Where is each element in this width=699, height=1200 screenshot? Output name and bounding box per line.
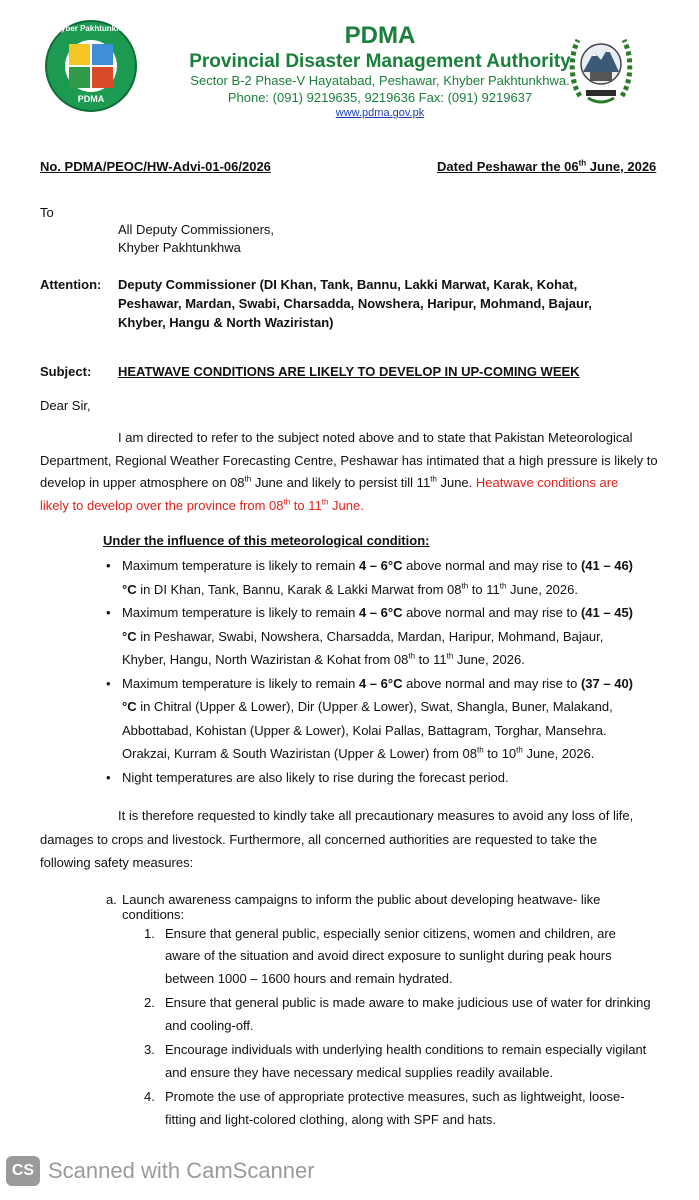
item1-number: 1.: [144, 926, 155, 941]
reference-number: No. PDMA/PEOC/HW-Advi-01-06/2026: [40, 159, 271, 174]
bullet-marker: •: [106, 676, 111, 691]
item2-line1: Ensure that general public is made aware to make judicious use of water for drinking: [165, 995, 651, 1010]
bullet3-line2: °C in Chitral (Upper & Lower), Dir (Upper & Lower), Swat, Shangla, Buner, Malakand,: [122, 699, 613, 714]
bullet1-line1: Maximum temperature is likely to remain 4 – 6°C above normal and may rise to (41 – 46): [122, 558, 634, 573]
bullet4-line1: Night temperatures are also likely to rise during the forecast period.: [122, 770, 509, 785]
logo-bottom-text: PDMA: [77, 94, 105, 104]
para1-line1: I am directed to refer to the subject noted above and to state that Pakistan Meteorological: [118, 430, 633, 445]
bullet-marker: •: [106, 770, 111, 785]
bullet-marker: •: [106, 605, 111, 620]
para2-line2: damages to crops and livestock. Furthermore, all concerned authorities are requested to take the: [40, 832, 598, 847]
tree-icon: [69, 67, 90, 88]
bullet2-line2: °C in Peshawar, Swabi, Nowshera, Charsadda, Mardan, Haripur, Mohmand, Bajaur,: [122, 629, 604, 644]
item1-line3: between 1000 – 1600 hours and remain hydrated.: [165, 971, 453, 986]
sun-icon: [69, 44, 90, 65]
to-label: To: [40, 205, 54, 220]
camscanner-logo-icon: CS: [6, 1156, 40, 1186]
subject-label: Subject:: [40, 364, 92, 379]
para1-line3: develop in upper atmosphere on 08th June and likely to persist till 11th June. Heatwave conditions are: [40, 474, 619, 490]
bullet2-line3: Khyber, Hangu, North Waziristan & Kohat from 08th to 11th June, 2026.: [122, 651, 525, 667]
to-recipient-line2: Khyber Pakhtunkhwa: [118, 240, 241, 255]
item3-line2: and ensure they have necessary medical supplies readily available.: [165, 1065, 554, 1080]
attention-line1: Deputy Commissioner (DI Khan, Tank, Bannu, Lakki Marwat, Karak, Kohat,: [118, 277, 578, 292]
salutation: Dear Sir,: [40, 398, 91, 413]
org-phone: Phone: (091) 9219635, 9219636 Fax: (091) 9219637: [227, 90, 533, 105]
item3-number: 3.: [144, 1042, 155, 1057]
org-acronym: PDMA: [344, 22, 416, 49]
item3-line1: Encourage individuals with underlying health conditions to remain especially vigilant: [165, 1042, 647, 1057]
item4-line1: Promote the use of appropriate protective measures, such as lightweight, loose-: [165, 1089, 625, 1104]
para1-line2: Department, Regional Weather Forecasting Centre, Peshawar has intimated that a high pressure is likely to: [40, 453, 658, 468]
para1-line4: likely to develop over the province from 08th to 11th June.: [40, 497, 364, 513]
para2-line3: following safety measures:: [40, 855, 194, 870]
measure-a-label: a.: [106, 892, 117, 907]
bullet2-line1: Maximum temperature is likely to remain 4 – 6°C above normal and may rise to (41 – 45): [122, 605, 634, 620]
water-icon: [92, 44, 113, 65]
subject-text: HEATWAVE CONDITIONS ARE LIKELY TO DEVELOP IN UP-COMING WEEK: [118, 364, 580, 379]
logo-emblem: [65, 40, 117, 92]
bullet3-line4: Orakzai, Kurram & South Waziristan (Upper & Lower) from 08th to 10th June, 2026.: [122, 745, 595, 761]
item1-line2: aware of the situation and avoid direct exposure to sunlight during peak hours: [165, 948, 612, 963]
camscanner-watermark: Scanned with CamScanner: [48, 1158, 315, 1183]
item2-number: 2.: [144, 995, 155, 1010]
pdma-logo-left: [45, 20, 137, 112]
attention-line3: Khyber, Hangu & North Waziristan): [118, 315, 334, 330]
bullet1-line2: °C in DI Khan, Tank, Bannu, Karak & Lakki Marwat from 08th to 11th June, 2026.: [122, 581, 578, 597]
measure-a-line2: conditions:: [122, 907, 185, 922]
influence-heading: Under the influence of this meteorological condition:: [103, 533, 430, 548]
bullet3-line3: Abbottabad, Kohistan (Upper & Lower), Kolai Pallas, Battagram, Torghar, Mansehra.: [122, 723, 607, 738]
item4-number: 4.: [144, 1089, 155, 1104]
measure-a-line1: Launch awareness campaigns to inform the public about developing heatwave- like: [122, 892, 601, 907]
to-recipient-line1: All Deputy Commissioners,: [118, 222, 275, 237]
item4-line2: fitting and light-colored clothing, along with SPF and hats.: [165, 1112, 496, 1127]
bullet3-line1: Maximum temperature is likely to remain 4 – 6°C above normal and may rise to (37 – 40): [122, 676, 634, 691]
bullet-marker: •: [106, 558, 111, 573]
org-website-link[interactable]: www.pdma.gov.pk: [335, 107, 425, 119]
attention-label: Attention:: [40, 277, 102, 292]
item1-line1: Ensure that general public, especially senior citizens, women and children, are: [165, 926, 616, 941]
heatwave-warning-highlight: Heatwave conditions are: [475, 475, 619, 490]
attention-line2: Peshawar, Mardan, Swabi, Charsadda, Nowshera, Haripur, Mohmand, Bajaur,: [118, 296, 592, 311]
fire-icon: [92, 67, 113, 88]
letter-date: Dated Peshawar the 06th June, 2026: [437, 158, 657, 174]
para2-line1: It is therefore requested to kindly take all precautionary measures to avoid any loss of life,: [118, 808, 634, 823]
org-name: Provincial Disaster Management Authority: [189, 51, 571, 72]
item2-line2: and cooling-off.: [165, 1018, 254, 1033]
org-address: Sector B-2 Phase-V Hayatabad, Peshawar, Khyber Pakhtunkhwa.: [190, 73, 570, 88]
logo-ring-text: Khyber Pakhtunkhwa: [50, 24, 132, 33]
